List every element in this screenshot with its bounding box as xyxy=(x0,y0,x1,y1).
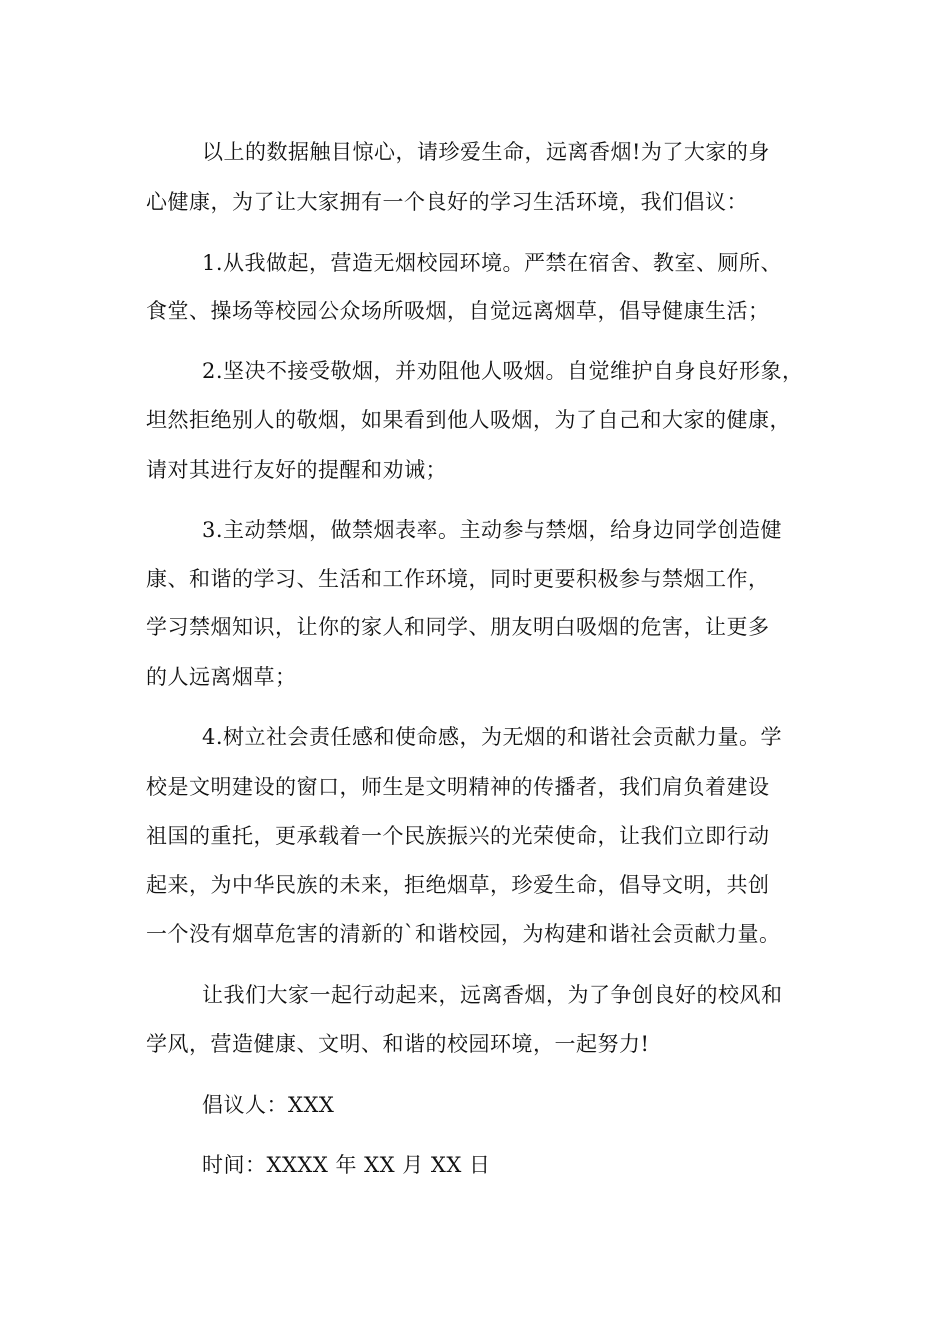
paragraph-5-line-2: 校是文明建设的窗口，师生是文明精神的传播者，我们肩负着建设 xyxy=(146,775,770,799)
paragraph-4-line-2: 康、和谐的学习、生活和工作环境，同时更要积极参与禁烟工作， xyxy=(146,567,770,591)
paragraph-5-line-1: 4.树立社会责任感和使命感，为无烟的和谐社会贡献力量。学 xyxy=(202,725,783,749)
paragraph-6-line-2: 学风，营造健康、文明、和谐的校园环境，一起努力! xyxy=(146,1032,650,1056)
paragraph-1-line-1: 以上的数据触目惊心，请珍爱生命，远离香烟!为了大家的身 xyxy=(202,140,770,164)
paragraph-4-line-3: 学习禁烟知识，让你的家人和同学、朋友明白吸烟的危害，让更多 xyxy=(146,615,770,639)
paragraph-6-line-1: 让我们大家一起行动起来，远离香烟，为了争创良好的校风和 xyxy=(202,983,783,1007)
paragraph-2-line-2: 食堂、操场等校园公众场所吸烟，自觉远离烟草，倡导健康生活； xyxy=(146,299,770,323)
paragraph-5-line-5: 一个没有烟草危害的清新的`和谐校园，为构建和谐社会贡献力量。 xyxy=(146,922,781,946)
paragraph-4-line-1: 3.主动禁烟，做禁烟表率。主动参与禁烟，给身边同学创造健 xyxy=(202,518,783,542)
proposer-line: 倡议人：XXX xyxy=(202,1093,335,1117)
paragraph-5-line-4: 起来，为中华民族的未来，拒绝烟草，珍爱生命，倡导文明，共创 xyxy=(146,873,770,897)
paragraph-4-line-4: 的人远离烟草； xyxy=(146,665,297,689)
paragraph-1-line-2: 心健康，为了让大家拥有一个良好的学习生活环境，我们倡议： xyxy=(146,190,748,214)
paragraph-3-line-1: 2.坚决不接受敬烟，并劝阻他人吸烟。自觉维护自身良好形象， xyxy=(202,359,804,383)
paragraph-3-line-3: 请对其进行友好的提醒和劝诫； xyxy=(146,458,447,482)
paragraph-2-line-1: 1.从我做起，营造无烟校园环境。严禁在宿舍、教室、厕所、 xyxy=(202,251,783,275)
paragraph-5-line-3: 祖国的重托，更承载着一个民族振兴的光荣使命，让我们立即行动 xyxy=(146,824,770,848)
paragraph-3-line-2: 坦然拒绝别人的敬烟，如果看到他人吸烟，为了自己和大家的健康， xyxy=(146,408,791,432)
date-line: 时间：XXXX 年 XX 月 XX 日 xyxy=(202,1153,491,1177)
